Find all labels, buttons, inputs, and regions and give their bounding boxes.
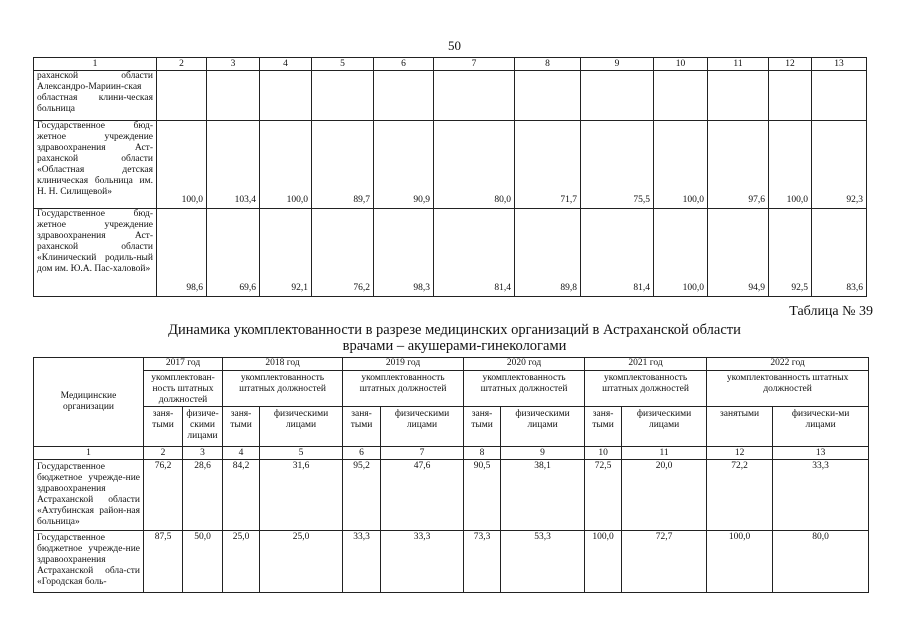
value-cell (434, 71, 515, 121)
column-header: заня-тыми (464, 407, 501, 447)
value-cell: 92,5 (769, 209, 812, 297)
value-cell: 76,2 (144, 460, 183, 531)
value-cell: 94,9 (708, 209, 769, 297)
table-title (0, 322, 909, 354)
staffing-subheader: укомплектованность штатных должностей (464, 371, 585, 407)
value-cell: 81,4 (434, 209, 515, 297)
value-cell: 89,7 (312, 121, 374, 209)
year-header: 2022 год (707, 358, 869, 371)
value-cell (654, 71, 708, 121)
column-header: заня-тыми (144, 407, 183, 447)
organization-name: раханской области Александро-Мариин-ская областная клини-ческая больница (34, 71, 157, 121)
value-cell: 33,3 (381, 531, 464, 593)
value-cell: 50,0 (183, 531, 223, 593)
year-header: 2019 год (343, 358, 464, 371)
value-cell: 87,5 (144, 531, 183, 593)
value-cell: 97,6 (708, 121, 769, 209)
number-row (34, 447, 869, 460)
staffing-table (33, 357, 869, 593)
value-cell: 73,3 (464, 531, 501, 593)
value-cell: 72,5 (585, 460, 622, 531)
col-number: 10 (654, 58, 708, 71)
value-cell (157, 71, 207, 121)
value-cell: 90,5 (464, 460, 501, 531)
col-number: 2 (157, 58, 207, 71)
staffing-subheader: укомплектованность штатных должностей (585, 371, 707, 407)
value-cell: 92,3 (812, 121, 867, 209)
value-cell: 33,3 (343, 531, 381, 593)
value-cell: 100,0 (654, 121, 708, 209)
value-cell (708, 71, 769, 121)
col-number: 6 (343, 447, 381, 460)
value-cell: 69,6 (207, 209, 260, 297)
continued-table (33, 57, 867, 297)
col-number: 5 (312, 58, 374, 71)
value-cell: 92,1 (260, 209, 312, 297)
col-number: 9 (581, 58, 654, 71)
value-cell: 80,0 (434, 121, 515, 209)
value-cell: 100,0 (260, 121, 312, 209)
org-header: Медицинские организации (34, 358, 144, 447)
header-row (34, 58, 867, 71)
value-cell (312, 71, 374, 121)
col-number: 3 (183, 447, 223, 460)
col-number: 1 (34, 58, 157, 71)
year-header: 2018 год (223, 358, 343, 371)
column-header: физическими лицами (381, 407, 464, 447)
value-cell: 53,3 (501, 531, 585, 593)
value-cell: 80,0 (773, 531, 869, 593)
value-cell: 47,6 (381, 460, 464, 531)
column-header: физиче-скими лицами (183, 407, 223, 447)
column-header: заня-тыми (223, 407, 260, 447)
col-number: 7 (434, 58, 515, 71)
value-cell (207, 71, 260, 121)
value-cell: 83,6 (812, 209, 867, 297)
col-number: 2 (144, 447, 183, 460)
value-cell (812, 71, 867, 121)
column-header: занятыми (707, 407, 773, 447)
organization-name: Государственное бюджетное учрежде-ние здравоохранения Астраханской обла-сти «Городская боль- (34, 531, 144, 593)
value-cell: 98,3 (374, 209, 434, 297)
col-number: 3 (207, 58, 260, 71)
col-number: 4 (223, 447, 260, 460)
table-row (34, 209, 867, 297)
column-header: физическими лицами (622, 407, 707, 447)
year-header: 2021 год (585, 358, 707, 371)
value-cell: 95,2 (343, 460, 381, 531)
value-cell: 89,8 (515, 209, 581, 297)
value-cell: 98,6 (157, 209, 207, 297)
value-cell (769, 71, 812, 121)
value-cell (515, 71, 581, 121)
organization-name: Государственное бюд-жетное учреждение здравоохранения Аст-раханской области «Областная детская клиническая больница им. Н. Н. Силищевой» (34, 121, 157, 209)
col-number: 8 (464, 447, 501, 460)
table-row (34, 121, 867, 209)
col-number: 5 (260, 447, 343, 460)
value-cell: 81,4 (581, 209, 654, 297)
table-row (34, 71, 867, 121)
col-number: 12 (769, 58, 812, 71)
year-header: 2020 год (464, 358, 585, 371)
col-number: 13 (812, 58, 867, 71)
subheader-row (34, 371, 869, 407)
col-number: 11 (708, 58, 769, 71)
year-header: 2017 год (144, 358, 223, 371)
column-header: физически-ми лицами (773, 407, 869, 447)
page-number: 50 (448, 38, 461, 53)
table-number: Таблица № 39 (789, 304, 873, 319)
staffing-subheader: укомплектованность штатных должностей (343, 371, 464, 407)
value-cell: 72,7 (622, 531, 707, 593)
value-cell: 75,5 (581, 121, 654, 209)
col-number: 9 (501, 447, 585, 460)
value-cell: 25,0 (260, 531, 343, 593)
table-row (34, 460, 869, 531)
col-number: 1 (34, 447, 144, 460)
value-cell (374, 71, 434, 121)
value-cell: 100,0 (157, 121, 207, 209)
value-cell: 38,1 (501, 460, 585, 531)
value-cell (260, 71, 312, 121)
value-cell: 71,7 (515, 121, 581, 209)
value-cell: 72,2 (707, 460, 773, 531)
col-number: 12 (707, 447, 773, 460)
value-cell: 20,0 (622, 460, 707, 531)
table-row (34, 531, 869, 593)
column-header: физическими лицами (260, 407, 343, 447)
value-cell: 76,2 (312, 209, 374, 297)
value-cell: 100,0 (707, 531, 773, 593)
column-header: заня-тыми (343, 407, 381, 447)
col-number: 10 (585, 447, 622, 460)
organization-name: Государственное бюд-жетное учреждение здравоохранения Аст-раханской области «Клинический родиль-ный дом им. Ю.А. Пас-халовой» (34, 209, 157, 297)
col-number: 13 (773, 447, 869, 460)
value-cell: 84,2 (223, 460, 260, 531)
staffing-subheader: укомплектован-ность штатных должностей (144, 371, 223, 407)
staffing-subheader: укомплектованность штатных должностей (707, 371, 869, 407)
year-header-row (34, 358, 869, 371)
staffing-subheader: укомплектованность штатных должностей (223, 371, 343, 407)
column-header-row (34, 407, 869, 447)
value-cell: 31,6 (260, 460, 343, 531)
column-header: заня-тыми (585, 407, 622, 447)
column-header: физическими лицами (501, 407, 585, 447)
value-cell: 33,3 (773, 460, 869, 531)
value-cell: 90,9 (374, 121, 434, 209)
value-cell: 103,4 (207, 121, 260, 209)
value-cell: 100,0 (769, 121, 812, 209)
value-cell (581, 71, 654, 121)
col-number: 4 (260, 58, 312, 71)
title-line-2: врачами – акушерами-гинекологами (342, 338, 567, 354)
col-number: 6 (374, 58, 434, 71)
value-cell: 28,6 (183, 460, 223, 531)
title-line-1: Динамика укомплектованности в разрезе медицинских организаций в Астраханской области (168, 322, 741, 338)
col-number: 8 (515, 58, 581, 71)
col-number: 7 (381, 447, 464, 460)
value-cell: 100,0 (585, 531, 622, 593)
value-cell: 100,0 (654, 209, 708, 297)
organization-name: Государственное бюджетное учрежде-ние здравоохранения Астраханской области «Ахтубинская район-ная больница» (34, 460, 144, 531)
col-number: 11 (622, 447, 707, 460)
value-cell: 25,0 (223, 531, 260, 593)
